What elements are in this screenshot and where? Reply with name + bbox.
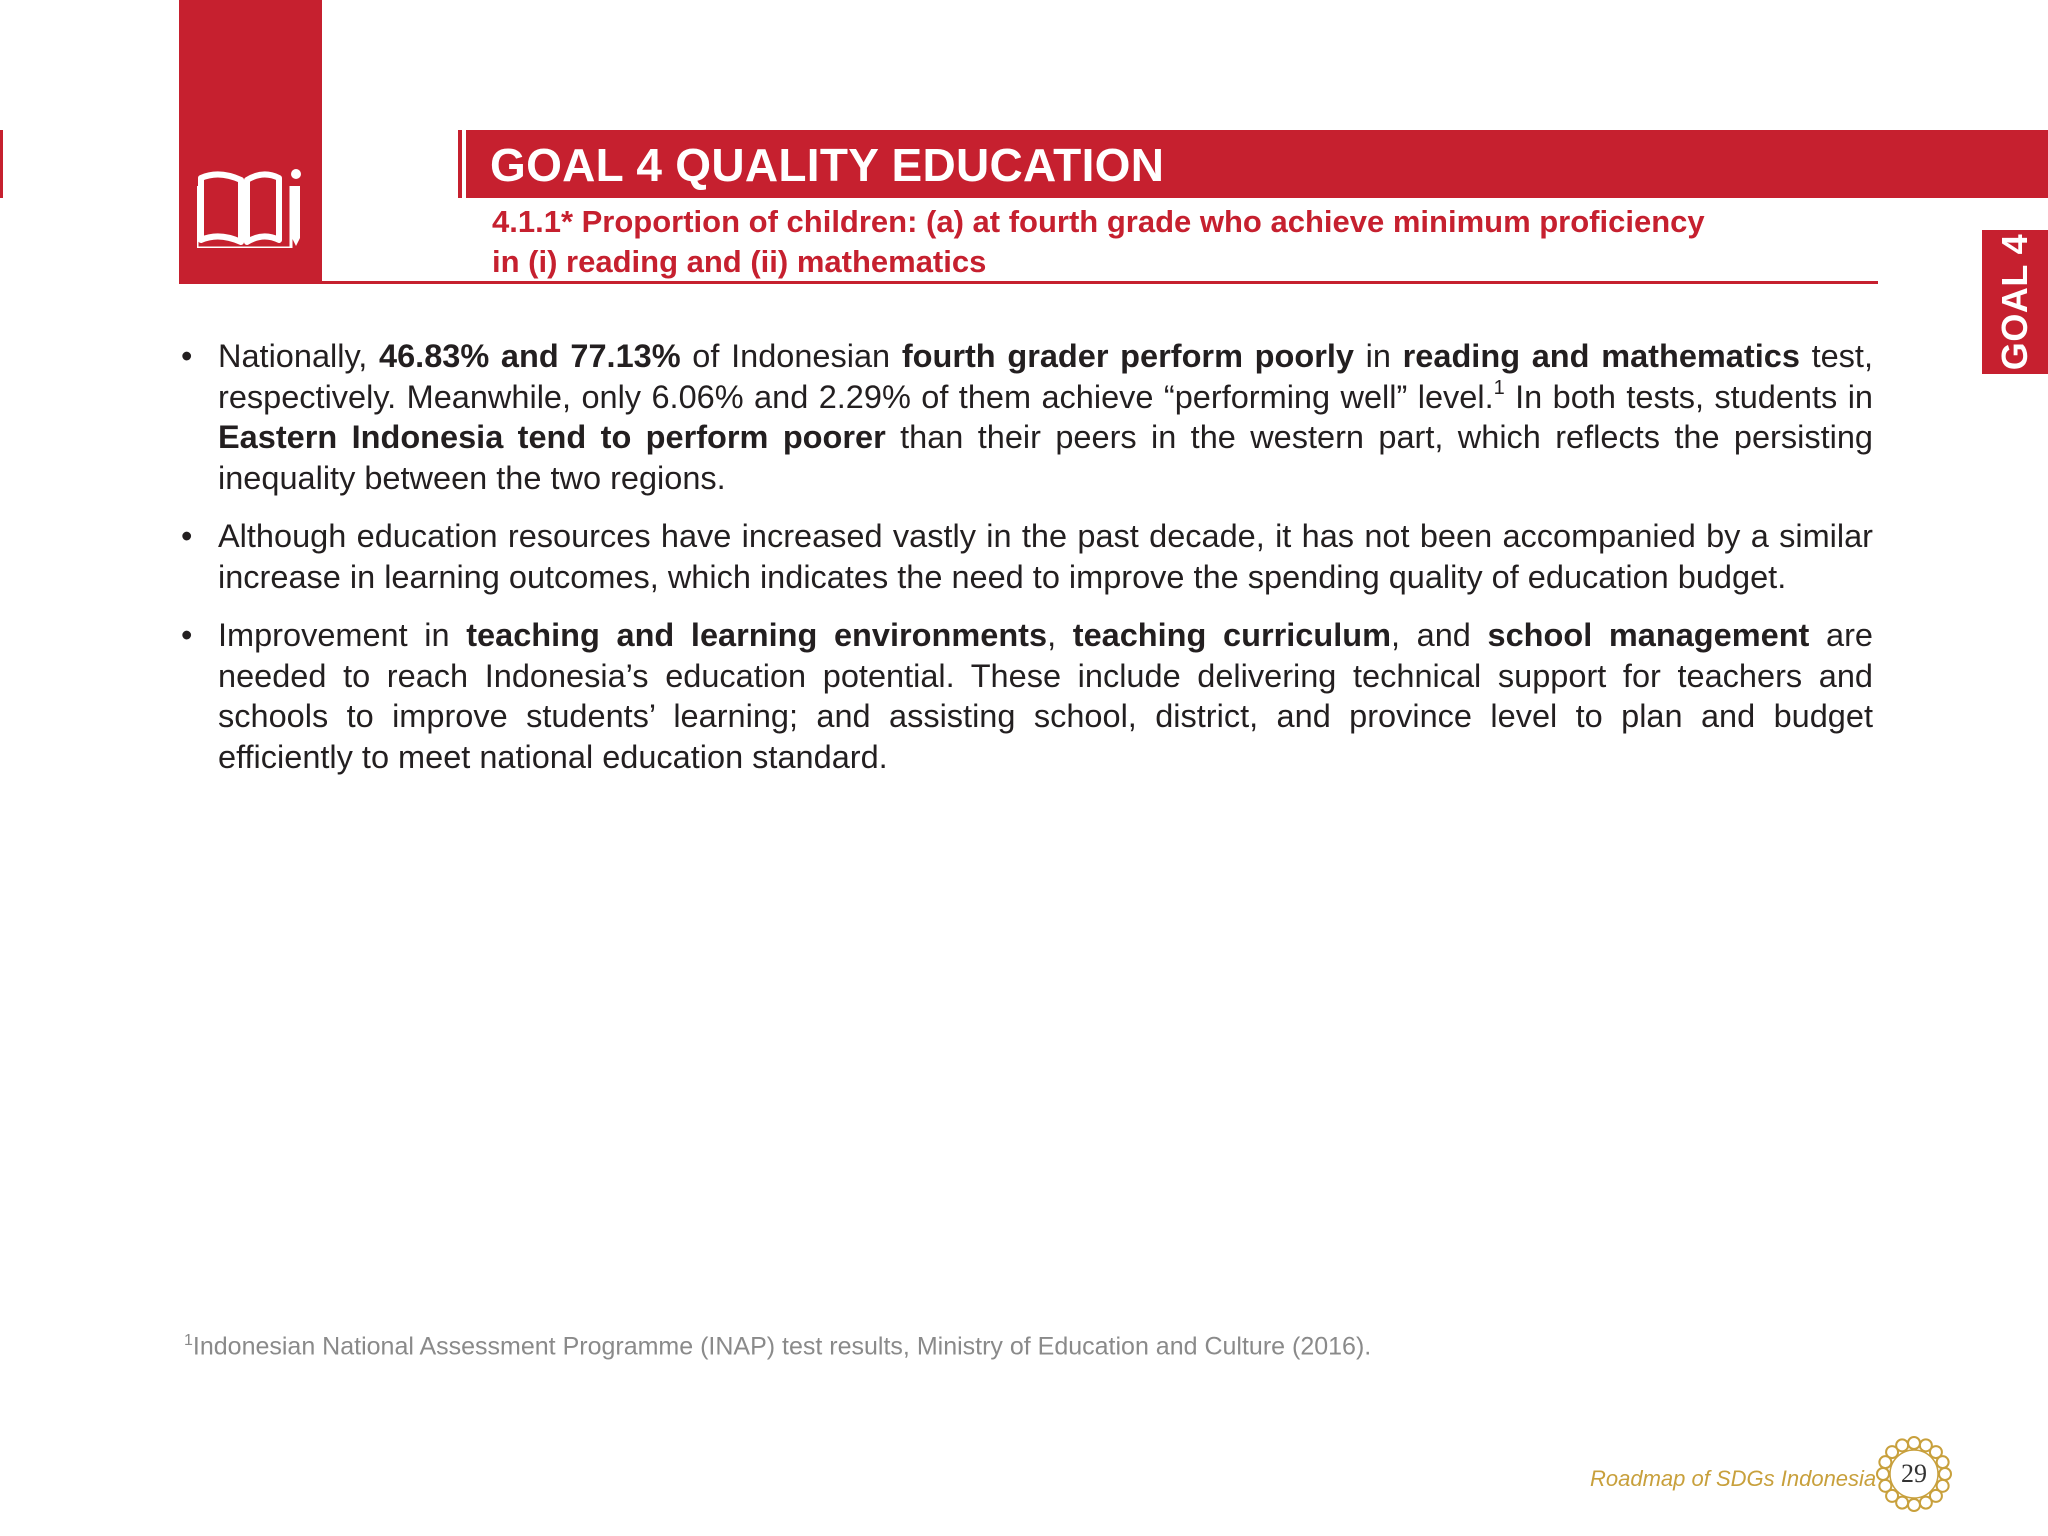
subtitle-line-1: 4.1.1* Proportion of children: (a) at fourth grade who achieve minimum proficiency [492, 204, 1705, 239]
bold-run: school management [1487, 617, 1810, 653]
footnote-reference: 1 [1493, 376, 1505, 399]
publication-title: Roadmap of SDGs Indonesia [1590, 1466, 1877, 1491]
left-edge-accent [0, 130, 3, 198]
text-run: Nationally, [218, 338, 380, 374]
indicator-subtitle [492, 202, 1872, 282]
book-person-icon [197, 164, 303, 248]
text-run: of Indonesian [680, 338, 902, 374]
side-tab-label: GOAL 4 [1994, 233, 2035, 371]
text-run: than their peers in the western part, which reflects the persisting inequality between the two regions. [218, 419, 1873, 496]
bold-run: reading and mathematics [1402, 338, 1800, 374]
bullet-list [179, 336, 1873, 795]
page-title: GOAL 4 QUALITY EDUCATION [490, 139, 1165, 191]
bold-run: Eastern Indonesia tend to perform poorer [218, 419, 886, 455]
bullet-marker: • [181, 617, 193, 653]
bullet-marker: • [181, 518, 193, 554]
goal-icon-block [179, 0, 322, 284]
goal-side-tab [1982, 230, 2048, 374]
text-run: In both tests, students in [1504, 378, 1873, 415]
footnote [184, 1332, 1371, 1361]
bullet-item-1 [179, 336, 1873, 498]
page-number-badge [1874, 1434, 1954, 1514]
page-number: 29 [1901, 1459, 1927, 1488]
footnote-marker: 1 [184, 1332, 193, 1349]
text-run: are needed to reach Indonesia’s education potential. These include delivering technical support for teachers and schools to improve students’ learning; and assisting school, district, and province level to plan and budget efficiently to meet national education standard. [218, 617, 1873, 775]
text-run: Improvement in [218, 617, 467, 653]
text-run: in [1353, 338, 1403, 374]
subtitle-line-2: in (i) reading and (ii) mathematics [492, 244, 987, 279]
footnote-text: Indonesian National Assessment Programme (INAP) test results, Ministry of Education and Culture (2016). [192, 1332, 1372, 1361]
text-run: , [1047, 617, 1073, 653]
text-run: Although education resources have increased vastly in the past decade, it has not been accompanied by a similar increase in learning outcomes, which indicates the need to improve the spending quality of education budget. [218, 518, 1873, 595]
text-run: test, respectively. Meanwhile, only 6.06% and 2.29% of them achieve “performing well” level. [218, 338, 1873, 415]
bullet-item-2 [179, 516, 1873, 597]
text-run: , and [1390, 617, 1488, 653]
bullet-item-3 [179, 615, 1873, 777]
bold-run: teaching curriculum [1072, 617, 1391, 653]
bold-run: teaching and learning environments [466, 617, 1048, 653]
bullet-marker: • [181, 338, 193, 374]
bold-run: fourth grader perform poorly [901, 338, 1354, 374]
bold-run: 46.83% and 77.13% [379, 338, 681, 374]
subtitle-underline [322, 281, 1878, 284]
